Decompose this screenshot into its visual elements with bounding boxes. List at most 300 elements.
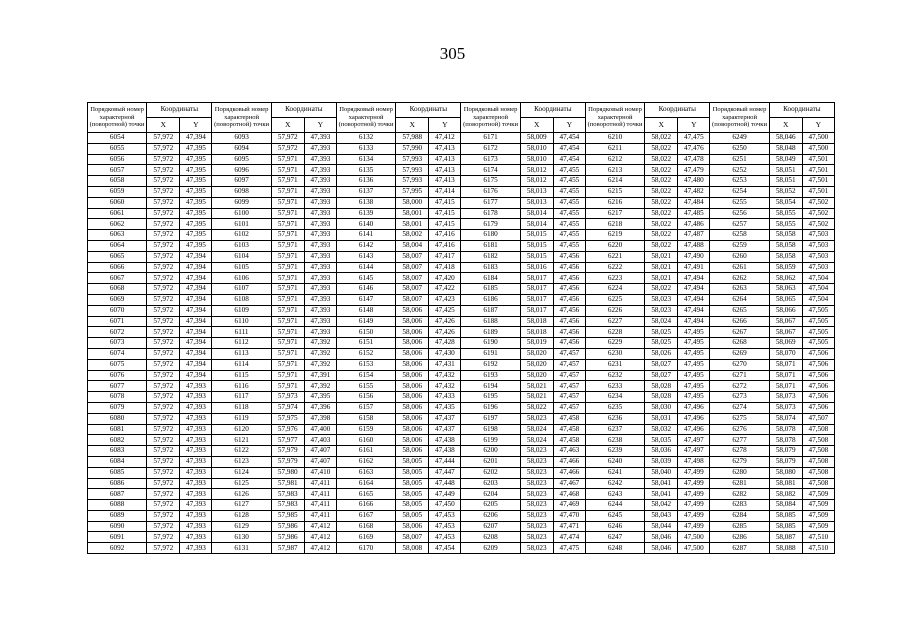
y-cell: 47,393 bbox=[180, 402, 212, 413]
point-number-cell: 6276 bbox=[710, 424, 769, 435]
point-number-cell: 6166 bbox=[336, 500, 395, 511]
point-number-cell: 6281 bbox=[710, 478, 769, 489]
y-cell: 47,393 bbox=[180, 435, 212, 446]
point-number-cell: 6224 bbox=[585, 284, 644, 295]
x-cell: 58,007 bbox=[396, 532, 429, 543]
point-number-cell: 6258 bbox=[710, 230, 769, 241]
point-number-cell: 6075 bbox=[88, 359, 147, 370]
y-cell: 47,455 bbox=[553, 230, 585, 241]
y-cell: 47,407 bbox=[304, 456, 336, 467]
x-cell: 58,013 bbox=[520, 186, 553, 197]
point-number-cell: 6112 bbox=[212, 338, 271, 349]
y-cell: 47,395 bbox=[180, 208, 212, 219]
x-cell: 57,972 bbox=[147, 402, 180, 413]
x-cell: 58,078 bbox=[769, 435, 802, 446]
x-cell: 58,010 bbox=[520, 154, 553, 165]
y-cell: 47,413 bbox=[429, 154, 461, 165]
x-cell: 58,006 bbox=[396, 359, 429, 370]
x-cell: 58,043 bbox=[645, 510, 678, 521]
point-number-cell: 6261 bbox=[710, 262, 769, 273]
point-number-cell: 6236 bbox=[585, 413, 644, 424]
y-cell: 47,393 bbox=[304, 284, 336, 295]
x-cell: 57,980 bbox=[271, 467, 304, 478]
table-row bbox=[88, 348, 835, 359]
y-cell: 47,457 bbox=[553, 381, 585, 392]
x-cell: 58,024 bbox=[645, 316, 678, 327]
x-cell: 58,055 bbox=[769, 208, 802, 219]
point-number-cell: 6248 bbox=[585, 543, 644, 554]
point-number-cell: 6156 bbox=[336, 392, 395, 403]
y-cell: 47,454 bbox=[429, 543, 461, 554]
x-cell: 57,972 bbox=[147, 294, 180, 305]
point-number-cell: 6059 bbox=[88, 186, 147, 197]
point-number-cell: 6199 bbox=[461, 435, 520, 446]
point-number-cell: 6069 bbox=[88, 294, 147, 305]
point-number-cell: 6082 bbox=[88, 435, 147, 446]
x-cell: 58,082 bbox=[769, 489, 802, 500]
table-row bbox=[88, 316, 835, 327]
point-number-cell: 6268 bbox=[710, 338, 769, 349]
y-cell: 47,455 bbox=[553, 176, 585, 187]
point-number-cell: 6148 bbox=[336, 305, 395, 316]
table-row bbox=[88, 176, 835, 187]
point-number-cell: 6099 bbox=[212, 197, 271, 208]
header-x: X bbox=[769, 118, 802, 133]
y-cell: 47,471 bbox=[553, 521, 585, 532]
y-cell: 47,432 bbox=[429, 381, 461, 392]
point-number-cell: 6200 bbox=[461, 446, 520, 457]
x-cell: 57,972 bbox=[147, 478, 180, 489]
x-cell: 57,988 bbox=[396, 133, 429, 144]
point-number-cell: 6211 bbox=[585, 143, 644, 154]
x-cell: 58,006 bbox=[396, 424, 429, 435]
x-cell: 58,020 bbox=[520, 348, 553, 359]
point-number-cell: 6174 bbox=[461, 165, 520, 176]
point-number-cell: 6101 bbox=[212, 219, 271, 230]
point-number-cell: 6161 bbox=[336, 446, 395, 457]
y-cell: 47,508 bbox=[802, 446, 834, 457]
x-cell: 58,012 bbox=[520, 176, 553, 187]
point-number-cell: 6179 bbox=[461, 219, 520, 230]
x-cell: 58,085 bbox=[769, 510, 802, 521]
x-cell: 58,022 bbox=[645, 186, 678, 197]
y-cell: 47,457 bbox=[553, 402, 585, 413]
y-cell: 47,395 bbox=[180, 197, 212, 208]
x-cell: 58,006 bbox=[396, 370, 429, 381]
x-cell: 57,972 bbox=[147, 176, 180, 187]
y-cell: 47,412 bbox=[304, 543, 336, 554]
point-number-cell: 6056 bbox=[88, 154, 147, 165]
y-cell: 47,503 bbox=[802, 240, 834, 251]
x-cell: 57,972 bbox=[147, 456, 180, 467]
x-cell: 58,046 bbox=[645, 543, 678, 554]
y-cell: 47,467 bbox=[553, 478, 585, 489]
x-cell: 58,006 bbox=[396, 392, 429, 403]
y-cell: 47,431 bbox=[429, 359, 461, 370]
y-cell: 47,504 bbox=[802, 284, 834, 295]
point-number-cell: 6172 bbox=[461, 143, 520, 154]
table-row bbox=[88, 251, 835, 262]
point-number-cell: 6208 bbox=[461, 532, 520, 543]
y-cell: 47,509 bbox=[802, 521, 834, 532]
x-cell: 58,023 bbox=[520, 510, 553, 521]
point-number-cell: 6214 bbox=[585, 176, 644, 187]
y-cell: 47,414 bbox=[429, 186, 461, 197]
y-cell: 47,499 bbox=[678, 510, 710, 521]
point-number-cell: 6157 bbox=[336, 402, 395, 413]
y-cell: 47,453 bbox=[429, 521, 461, 532]
y-cell: 47,393 bbox=[304, 219, 336, 230]
y-cell: 47,400 bbox=[304, 424, 336, 435]
point-number-cell: 6142 bbox=[336, 240, 395, 251]
header-x: X bbox=[645, 118, 678, 133]
point-number-cell: 6175 bbox=[461, 176, 520, 187]
point-number-cell: 6139 bbox=[336, 208, 395, 219]
y-cell: 47,480 bbox=[678, 176, 710, 187]
y-cell: 47,393 bbox=[180, 413, 212, 424]
x-cell: 57,972 bbox=[147, 197, 180, 208]
x-cell: 58,004 bbox=[396, 240, 429, 251]
x-cell: 57,971 bbox=[271, 273, 304, 284]
x-cell: 57,971 bbox=[271, 186, 304, 197]
y-cell: 47,456 bbox=[553, 327, 585, 338]
point-number-cell: 6186 bbox=[461, 294, 520, 305]
header-point-number: Порядковый номер характерной (поворотной) точки bbox=[461, 103, 520, 133]
point-number-cell: 6223 bbox=[585, 273, 644, 284]
x-cell: 57,972 bbox=[147, 392, 180, 403]
y-cell: 47,478 bbox=[678, 154, 710, 165]
y-cell: 47,395 bbox=[180, 165, 212, 176]
x-cell: 57,990 bbox=[396, 143, 429, 154]
x-cell: 57,971 bbox=[271, 154, 304, 165]
y-cell: 47,456 bbox=[553, 273, 585, 284]
x-cell: 58,030 bbox=[645, 402, 678, 413]
x-cell: 58,014 bbox=[520, 219, 553, 230]
x-cell: 57,971 bbox=[271, 165, 304, 176]
point-number-cell: 6171 bbox=[461, 133, 520, 144]
point-number-cell: 6194 bbox=[461, 381, 520, 392]
x-cell: 57,972 bbox=[147, 467, 180, 478]
x-cell: 58,022 bbox=[645, 240, 678, 251]
x-cell: 58,006 bbox=[396, 402, 429, 413]
table-row bbox=[88, 381, 835, 392]
x-cell: 58,023 bbox=[520, 456, 553, 467]
y-cell: 47,502 bbox=[802, 197, 834, 208]
header-coordinates: Координаты bbox=[645, 103, 710, 118]
y-cell: 47,490 bbox=[678, 251, 710, 262]
table-row bbox=[88, 284, 835, 295]
y-cell: 47,393 bbox=[304, 208, 336, 219]
point-number-cell: 6221 bbox=[585, 251, 644, 262]
y-cell: 47,412 bbox=[429, 133, 461, 144]
table-row bbox=[88, 435, 835, 446]
point-number-cell: 6273 bbox=[710, 392, 769, 403]
y-cell: 47,504 bbox=[802, 294, 834, 305]
y-cell: 47,411 bbox=[304, 500, 336, 511]
x-cell: 57,972 bbox=[147, 510, 180, 521]
x-cell: 58,079 bbox=[769, 456, 802, 467]
coordinates-table-wrapper bbox=[87, 102, 835, 554]
point-number-cell: 6102 bbox=[212, 230, 271, 241]
y-cell: 47,392 bbox=[304, 348, 336, 359]
point-number-cell: 6065 bbox=[88, 251, 147, 262]
point-number-cell: 6233 bbox=[585, 381, 644, 392]
table-row bbox=[88, 133, 835, 144]
y-cell: 47,506 bbox=[802, 402, 834, 413]
y-cell: 47,393 bbox=[180, 392, 212, 403]
point-number-cell: 6057 bbox=[88, 165, 147, 176]
y-cell: 47,458 bbox=[553, 435, 585, 446]
y-cell: 47,437 bbox=[429, 413, 461, 424]
y-cell: 47,486 bbox=[678, 219, 710, 230]
point-number-cell: 6100 bbox=[212, 208, 271, 219]
x-cell: 58,016 bbox=[520, 262, 553, 273]
point-number-cell: 6234 bbox=[585, 392, 644, 403]
y-cell: 47,458 bbox=[553, 424, 585, 435]
point-number-cell: 6164 bbox=[336, 478, 395, 489]
point-number-cell: 6129 bbox=[212, 521, 271, 532]
y-cell: 47,393 bbox=[304, 133, 336, 144]
x-cell: 58,009 bbox=[520, 133, 553, 144]
point-number-cell: 6209 bbox=[461, 543, 520, 554]
point-number-cell: 6086 bbox=[88, 478, 147, 489]
point-number-cell: 6088 bbox=[88, 500, 147, 511]
point-number-cell: 6279 bbox=[710, 456, 769, 467]
x-cell: 57,972 bbox=[147, 186, 180, 197]
x-cell: 57,972 bbox=[147, 424, 180, 435]
point-number-cell: 6127 bbox=[212, 500, 271, 511]
y-cell: 47,498 bbox=[678, 456, 710, 467]
point-number-cell: 6212 bbox=[585, 154, 644, 165]
x-cell: 57,972 bbox=[147, 348, 180, 359]
y-cell: 47,502 bbox=[802, 208, 834, 219]
y-cell: 47,466 bbox=[553, 467, 585, 478]
y-cell: 47,455 bbox=[553, 219, 585, 230]
x-cell: 58,008 bbox=[396, 543, 429, 554]
x-cell: 58,007 bbox=[396, 262, 429, 273]
x-cell: 58,055 bbox=[769, 219, 802, 230]
y-cell: 47,395 bbox=[180, 240, 212, 251]
y-cell: 47,394 bbox=[180, 284, 212, 295]
x-cell: 57,971 bbox=[271, 176, 304, 187]
point-number-cell: 6135 bbox=[336, 165, 395, 176]
point-number-cell: 6255 bbox=[710, 197, 769, 208]
header-x: X bbox=[147, 118, 180, 133]
y-cell: 47,503 bbox=[802, 230, 834, 241]
x-cell: 57,972 bbox=[147, 413, 180, 424]
y-cell: 47,508 bbox=[802, 424, 834, 435]
y-cell: 47,411 bbox=[304, 478, 336, 489]
y-cell: 47,482 bbox=[678, 186, 710, 197]
x-cell: 58,073 bbox=[769, 402, 802, 413]
y-cell: 47,415 bbox=[429, 219, 461, 230]
point-number-cell: 6151 bbox=[336, 338, 395, 349]
point-number-cell: 6103 bbox=[212, 240, 271, 251]
y-cell: 47,393 bbox=[304, 305, 336, 316]
point-number-cell: 6227 bbox=[585, 316, 644, 327]
x-cell: 58,022 bbox=[645, 284, 678, 295]
point-number-cell: 6274 bbox=[710, 402, 769, 413]
x-cell: 58,073 bbox=[769, 392, 802, 403]
x-cell: 57,972 bbox=[147, 489, 180, 500]
table-header bbox=[88, 103, 835, 133]
x-cell: 58,023 bbox=[520, 446, 553, 457]
x-cell: 58,023 bbox=[645, 294, 678, 305]
x-cell: 57,972 bbox=[147, 532, 180, 543]
x-cell: 57,972 bbox=[147, 316, 180, 327]
point-number-cell: 6196 bbox=[461, 402, 520, 413]
x-cell: 57,972 bbox=[147, 284, 180, 295]
x-cell: 58,007 bbox=[396, 251, 429, 262]
x-cell: 58,022 bbox=[645, 219, 678, 230]
x-cell: 57,972 bbox=[147, 251, 180, 262]
y-cell: 47,495 bbox=[678, 327, 710, 338]
x-cell: 58,071 bbox=[769, 381, 802, 392]
table-row bbox=[88, 165, 835, 176]
x-cell: 58,022 bbox=[645, 197, 678, 208]
x-cell: 57,972 bbox=[147, 359, 180, 370]
point-number-cell: 6153 bbox=[336, 359, 395, 370]
header-point-number: Порядковый номер характерной (поворотной) точки bbox=[585, 103, 644, 133]
point-number-cell: 6121 bbox=[212, 435, 271, 446]
y-cell: 47,456 bbox=[553, 284, 585, 295]
y-cell: 47,423 bbox=[429, 294, 461, 305]
x-cell: 58,074 bbox=[769, 413, 802, 424]
x-cell: 57,972 bbox=[147, 154, 180, 165]
point-number-cell: 6241 bbox=[585, 467, 644, 478]
point-number-cell: 6278 bbox=[710, 446, 769, 457]
y-cell: 47,497 bbox=[678, 435, 710, 446]
point-number-cell: 6060 bbox=[88, 197, 147, 208]
point-number-cell: 6176 bbox=[461, 186, 520, 197]
table-row bbox=[88, 543, 835, 554]
y-cell: 47,416 bbox=[429, 230, 461, 241]
point-number-cell: 6145 bbox=[336, 273, 395, 284]
y-cell: 47,426 bbox=[429, 327, 461, 338]
point-number-cell: 6272 bbox=[710, 381, 769, 392]
x-cell: 58,005 bbox=[396, 500, 429, 511]
y-cell: 47,444 bbox=[429, 456, 461, 467]
x-cell: 58,021 bbox=[520, 381, 553, 392]
point-number-cell: 6095 bbox=[212, 154, 271, 165]
point-number-cell: 6106 bbox=[212, 273, 271, 284]
x-cell: 58,017 bbox=[520, 305, 553, 316]
point-number-cell: 6207 bbox=[461, 521, 520, 532]
point-number-cell: 6093 bbox=[212, 133, 271, 144]
y-cell: 47,503 bbox=[802, 251, 834, 262]
point-number-cell: 6217 bbox=[585, 208, 644, 219]
point-number-cell: 6124 bbox=[212, 467, 271, 478]
y-cell: 47,394 bbox=[180, 273, 212, 284]
y-cell: 47,394 bbox=[180, 338, 212, 349]
point-number-cell: 6087 bbox=[88, 489, 147, 500]
point-number-cell: 6244 bbox=[585, 500, 644, 511]
x-cell: 58,071 bbox=[769, 370, 802, 381]
y-cell: 47,457 bbox=[553, 348, 585, 359]
x-cell: 58,001 bbox=[396, 219, 429, 230]
x-cell: 58,035 bbox=[645, 435, 678, 446]
header-y: Y bbox=[180, 118, 212, 133]
x-cell: 58,040 bbox=[645, 467, 678, 478]
point-number-cell: 6068 bbox=[88, 284, 147, 295]
x-cell: 57,993 bbox=[396, 165, 429, 176]
y-cell: 47,395 bbox=[180, 143, 212, 154]
point-number-cell: 6239 bbox=[585, 446, 644, 457]
y-cell: 47,395 bbox=[304, 392, 336, 403]
y-cell: 47,456 bbox=[553, 294, 585, 305]
y-cell: 47,505 bbox=[802, 316, 834, 327]
x-cell: 58,005 bbox=[396, 478, 429, 489]
x-cell: 58,006 bbox=[396, 413, 429, 424]
point-number-cell: 6170 bbox=[336, 543, 395, 554]
point-number-cell: 6285 bbox=[710, 521, 769, 532]
page-number: 305 bbox=[439, 44, 466, 63]
point-number-cell: 6076 bbox=[88, 370, 147, 381]
point-number-cell: 6252 bbox=[710, 165, 769, 176]
y-cell: 47,455 bbox=[553, 165, 585, 176]
x-cell: 58,048 bbox=[769, 143, 802, 154]
x-cell: 58,022 bbox=[645, 154, 678, 165]
x-cell: 58,015 bbox=[520, 251, 553, 262]
x-cell: 58,018 bbox=[520, 316, 553, 327]
y-cell: 47,454 bbox=[553, 143, 585, 154]
x-cell: 58,041 bbox=[645, 478, 678, 489]
point-number-cell: 6195 bbox=[461, 392, 520, 403]
point-number-cell: 6243 bbox=[585, 489, 644, 500]
point-number-cell: 6271 bbox=[710, 370, 769, 381]
x-cell: 58,006 bbox=[396, 316, 429, 327]
x-cell: 58,023 bbox=[520, 478, 553, 489]
table-row bbox=[88, 413, 835, 424]
x-cell: 57,972 bbox=[147, 262, 180, 273]
table-row bbox=[88, 521, 835, 532]
point-number-cell: 6162 bbox=[336, 456, 395, 467]
x-cell: 58,023 bbox=[520, 521, 553, 532]
y-cell: 47,393 bbox=[180, 489, 212, 500]
header-x: X bbox=[520, 118, 553, 133]
point-number-cell: 6169 bbox=[336, 532, 395, 543]
x-cell: 58,021 bbox=[645, 251, 678, 262]
point-number-cell: 6089 bbox=[88, 510, 147, 521]
point-number-cell: 6077 bbox=[88, 381, 147, 392]
x-cell: 58,014 bbox=[520, 208, 553, 219]
x-cell: 57,971 bbox=[271, 197, 304, 208]
point-number-cell: 6070 bbox=[88, 305, 147, 316]
table-row bbox=[88, 532, 835, 543]
y-cell: 47,437 bbox=[429, 424, 461, 435]
x-cell: 58,022 bbox=[645, 165, 678, 176]
point-number-cell: 6280 bbox=[710, 467, 769, 478]
x-cell: 57,986 bbox=[271, 521, 304, 532]
x-cell: 57,971 bbox=[271, 240, 304, 251]
x-cell: 57,972 bbox=[271, 143, 304, 154]
y-cell: 47,393 bbox=[180, 446, 212, 457]
y-cell: 47,506 bbox=[802, 370, 834, 381]
header-coordinates: Координаты bbox=[769, 103, 834, 118]
point-number-cell: 6218 bbox=[585, 219, 644, 230]
x-cell: 57,972 bbox=[147, 230, 180, 241]
x-cell: 58,058 bbox=[769, 240, 802, 251]
y-cell: 47,455 bbox=[553, 208, 585, 219]
point-number-cell: 6173 bbox=[461, 154, 520, 165]
point-number-cell: 6275 bbox=[710, 413, 769, 424]
y-cell: 47,393 bbox=[180, 456, 212, 467]
x-cell: 57,972 bbox=[147, 219, 180, 230]
point-number-cell: 6128 bbox=[212, 510, 271, 521]
y-cell: 47,392 bbox=[304, 338, 336, 349]
point-number-cell: 6159 bbox=[336, 424, 395, 435]
y-cell: 47,494 bbox=[678, 316, 710, 327]
